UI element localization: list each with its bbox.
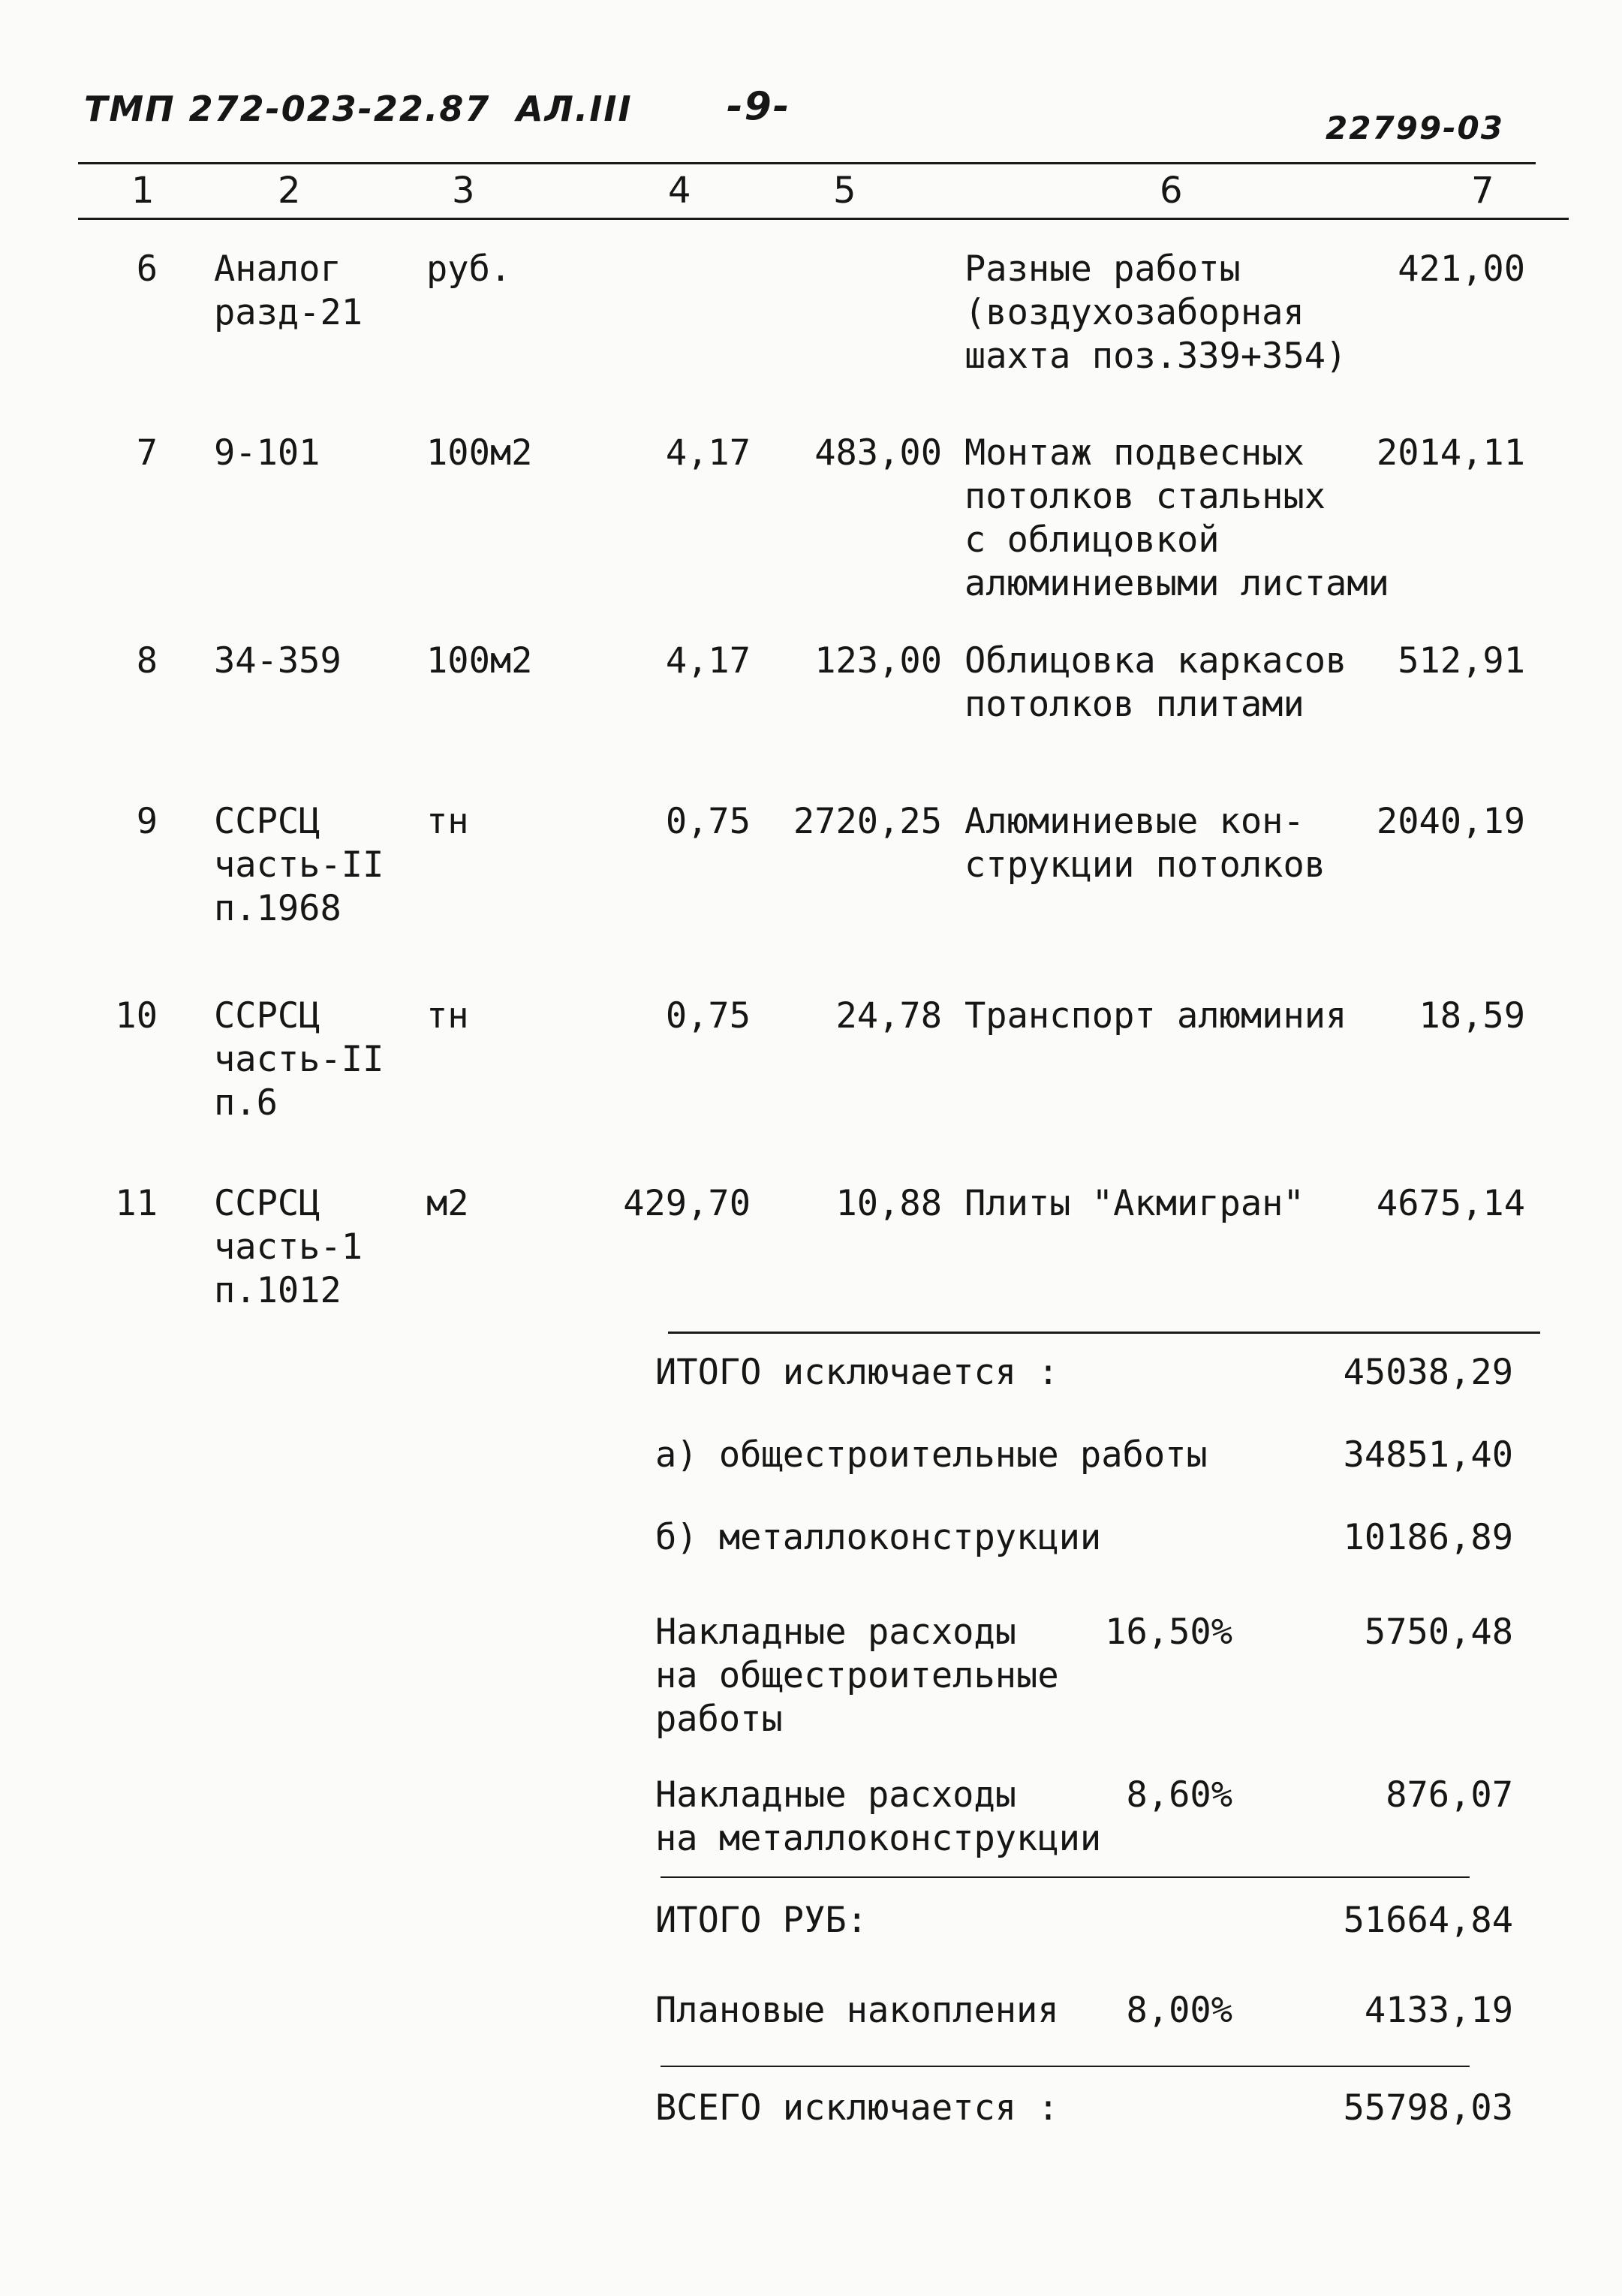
row-unit-price: 123,00 bbox=[814, 640, 942, 682]
col-header-2: 2 bbox=[278, 170, 301, 212]
album-number: АЛ.III bbox=[516, 89, 633, 129]
row-total: 4675,14 bbox=[1376, 1183, 1525, 1224]
row-unit-price: 2720,25 bbox=[793, 801, 942, 842]
row-number: 9 bbox=[136, 801, 158, 842]
header-top-rule bbox=[78, 162, 1536, 164]
subtotal-rule bbox=[661, 1876, 1470, 1878]
summary-label: Накладные расходы bbox=[655, 1774, 1017, 1816]
row-quantity: 4,17 bbox=[665, 432, 751, 474]
row-code: п.1968 bbox=[214, 888, 342, 929]
row-description: Разные работы bbox=[964, 248, 1241, 290]
header-bottom-rule bbox=[78, 218, 1569, 220]
summary-label: на металлоконструкции bbox=[655, 1818, 1102, 1859]
row-quantity: 0,75 bbox=[665, 801, 751, 842]
reference-number: 22799-03 bbox=[1326, 110, 1504, 146]
summary-value: 51664,84 bbox=[1343, 1900, 1513, 1941]
row-total: 18,59 bbox=[1419, 995, 1525, 1037]
summary-percent: 16,50% bbox=[1105, 1611, 1232, 1653]
col-header-7: 7 bbox=[1471, 170, 1494, 212]
row-code: часть-II bbox=[214, 1039, 384, 1080]
summary-label: Накладные расходы bbox=[655, 1611, 1017, 1653]
row-code: разд-21 bbox=[214, 292, 363, 333]
row-description: Монтаж подвесных bbox=[964, 432, 1305, 474]
row-quantity: 4,17 bbox=[665, 640, 751, 682]
summary-value: 10186,89 bbox=[1343, 1517, 1513, 1558]
row-code: часть-II bbox=[214, 844, 384, 886]
row-code: п.6 bbox=[214, 1082, 278, 1124]
row-description: шахта поз.339+354) bbox=[964, 336, 1347, 377]
row-description: Транспорт алюминия bbox=[964, 995, 1347, 1037]
summary-label: на общестроительные bbox=[655, 1655, 1059, 1696]
row-number: 6 bbox=[136, 248, 158, 290]
summary-label: работы bbox=[655, 1699, 783, 1740]
row-description: Алюминиевые кон- bbox=[964, 801, 1305, 842]
row-unit-price: 10,88 bbox=[835, 1183, 942, 1224]
row-code: 9-101 bbox=[214, 432, 320, 474]
row-unit-price: 24,78 bbox=[835, 995, 942, 1037]
summary-value: 876,07 bbox=[1386, 1774, 1513, 1816]
row-description: (воздухозаборная bbox=[964, 292, 1305, 333]
row-code: Аналог bbox=[214, 248, 342, 290]
row-description: потолков стальных bbox=[964, 476, 1326, 517]
row-unit: 100м2 bbox=[426, 640, 533, 682]
row-description: струкции потолков bbox=[964, 844, 1326, 886]
summary-top-rule bbox=[668, 1332, 1540, 1334]
grand-total-rule bbox=[661, 2066, 1470, 2067]
row-total: 2040,19 bbox=[1376, 801, 1525, 842]
row-description: Облицовка каркасов bbox=[964, 640, 1347, 682]
row-unit: тн bbox=[426, 801, 469, 842]
row-code: п.1012 bbox=[214, 1270, 342, 1311]
summary-label: б) металлоконструкции bbox=[655, 1517, 1102, 1558]
row-unit-price: 483,00 bbox=[814, 432, 942, 474]
page-number: -9- bbox=[727, 84, 791, 129]
summary-value: 34851,40 bbox=[1343, 1434, 1513, 1476]
col-header-1: 1 bbox=[131, 170, 155, 212]
row-total: 421,00 bbox=[1398, 248, 1525, 290]
row-number: 7 bbox=[136, 432, 158, 474]
row-unit: тн bbox=[426, 995, 469, 1037]
row-code: часть-1 bbox=[214, 1226, 363, 1268]
row-unit: м2 bbox=[426, 1183, 469, 1224]
row-unit: 100м2 bbox=[426, 432, 533, 474]
row-quantity: 429,70 bbox=[623, 1183, 751, 1224]
summary-label: ИТОГО РУБ: bbox=[655, 1900, 868, 1941]
row-code: 34-359 bbox=[214, 640, 342, 682]
row-number: 8 bbox=[136, 640, 158, 682]
summary-label: а) общестроительные работы bbox=[655, 1434, 1208, 1476]
summary-value: 4133,19 bbox=[1364, 1990, 1513, 2031]
summary-label: ИТОГО исключается : bbox=[655, 1352, 1059, 1393]
summary-value: 55798,03 bbox=[1343, 2087, 1513, 2129]
col-header-6: 6 bbox=[1160, 170, 1183, 212]
summary-percent: 8,60% bbox=[1126, 1774, 1232, 1816]
row-number: 10 bbox=[115, 995, 158, 1037]
col-header-5: 5 bbox=[833, 170, 856, 212]
row-quantity: 0,75 bbox=[665, 995, 751, 1037]
row-unit: руб. bbox=[426, 248, 512, 290]
col-header-4: 4 bbox=[668, 170, 691, 212]
doc-code: ТМП 272-023-22.87 bbox=[84, 89, 491, 129]
row-number: 11 bbox=[115, 1183, 158, 1224]
row-description: алюминиевыми листами bbox=[964, 563, 1389, 604]
row-code: ССРСЦ bbox=[214, 801, 320, 842]
row-description: потолков плитами bbox=[964, 684, 1305, 725]
row-code: ССРСЦ bbox=[214, 995, 320, 1037]
summary-value: 5750,48 bbox=[1364, 1611, 1513, 1653]
row-description: Плиты "Акмигран" bbox=[964, 1183, 1305, 1224]
summary-label: ВСЕГО исключается : bbox=[655, 2087, 1059, 2129]
summary-label: Плановые накопления bbox=[655, 1990, 1059, 2031]
row-description: с облицовкой bbox=[964, 519, 1220, 561]
summary-value: 45038,29 bbox=[1343, 1352, 1513, 1393]
summary-percent: 8,00% bbox=[1126, 1990, 1232, 2031]
row-total: 512,91 bbox=[1398, 640, 1525, 682]
row-total: 2014,11 bbox=[1376, 432, 1525, 474]
col-header-3: 3 bbox=[452, 170, 475, 212]
row-code: ССРСЦ bbox=[214, 1183, 320, 1224]
